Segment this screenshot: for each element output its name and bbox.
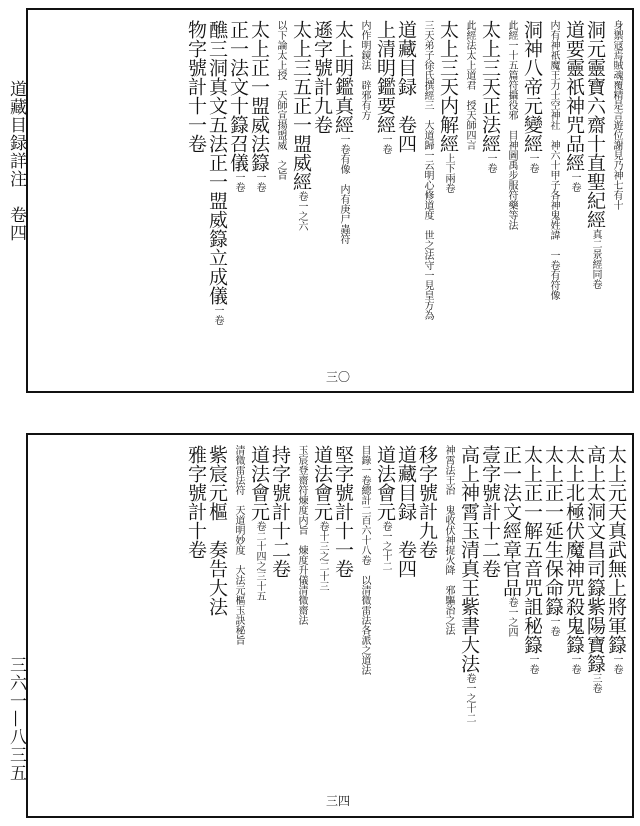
text-column <box>500 20 521 381</box>
entry-title: 道法會元 <box>248 445 270 521</box>
text-column <box>563 445 584 806</box>
entry-note: 卷一之四 <box>506 597 517 637</box>
text-column <box>227 445 248 806</box>
entry-note: 一卷 <box>212 305 223 325</box>
text-column <box>206 20 227 381</box>
entry-note: 三卷 <box>590 673 601 693</box>
entry-title: 道法會元 <box>374 445 396 521</box>
left-header: 道藏目録詳注 卷四 <box>6 80 26 242</box>
entry-note: 一卷 <box>611 654 622 674</box>
entry-title: 紫宸元樞 奏告大法 <box>206 445 228 616</box>
entry-title: 太上北極伏魔神咒殺鬼籙 <box>563 445 585 654</box>
entry-title: 道藏目録 卷四 <box>395 445 417 578</box>
text-column <box>584 20 605 381</box>
entry-title: 太上三天内解經 <box>437 20 459 153</box>
entry-title: 道法會元 <box>311 445 333 521</box>
entry-note: 内作明鏡法 辟邪有方 <box>359 20 370 120</box>
text-column <box>521 20 542 381</box>
entry-note: 内有神祇魔王力士空神社 神六十甲子各神鬼姓諱 一卷有符像 <box>548 20 559 300</box>
text-column <box>290 445 311 806</box>
entry-title: 太上三五正一盟威經 <box>290 20 312 191</box>
entry-title: 醮三洞真文五法正一盟威籙立成儀 <box>206 20 228 305</box>
text-column <box>206 445 227 806</box>
entry-title: 壹字號計十二卷 <box>479 445 501 578</box>
entry-note: 卷一之十二 <box>464 673 475 723</box>
text-column <box>353 20 374 381</box>
text-column <box>395 20 416 381</box>
text-column <box>374 20 395 381</box>
entry-note: 上下兩卷 <box>443 153 454 193</box>
entry-note: 卷十三之二十三 <box>317 521 328 591</box>
entry-note: 一卷 <box>254 172 265 192</box>
bottom-page-mark: 三四 <box>326 794 351 808</box>
entry-title: 太上正一延生保命籙 <box>542 445 564 616</box>
entry-note: 清微雷法符 天道明妙度 大法元樞玉訣秘旨 <box>233 445 244 645</box>
entry-title: 高上太洞文昌司籙紫陽寶籙 <box>584 445 606 673</box>
entry-note: 一卷 <box>527 153 538 173</box>
text-column <box>584 445 605 806</box>
text-column <box>227 20 248 381</box>
entry-title: 物字號計十一卷 <box>185 20 207 153</box>
bottom-panel <box>26 433 634 818</box>
text-column <box>395 445 416 806</box>
text-column <box>416 20 437 381</box>
text-column <box>353 445 374 806</box>
text-column <box>332 445 353 806</box>
entry-note: 此經一十五篇符攝役邪 目神圖禹步服符藥等法 <box>506 20 517 230</box>
text-column <box>500 445 521 806</box>
entry-note: 真二景經同卷 <box>590 229 601 289</box>
text-column <box>563 20 584 381</box>
text-column <box>416 445 437 806</box>
entry-title: 太上明鑑真經 <box>332 20 354 134</box>
text-column <box>458 20 479 381</box>
bottom-columns <box>185 445 626 806</box>
entry-note: 一卷 <box>527 654 538 674</box>
entry-title: 正一法文十籙召儀 <box>227 20 249 172</box>
entry-title: 遜字號計九卷 <box>311 20 333 134</box>
text-column <box>332 20 353 381</box>
entry-note: 卷一之六 <box>296 191 307 231</box>
text-column <box>248 20 269 381</box>
entry-note: 一卷 <box>485 153 496 173</box>
entry-note: 一卷 <box>548 616 559 636</box>
entry-note: 一卷有像 内有庚尸蟲符 <box>338 134 349 244</box>
text-column <box>605 445 626 806</box>
entry-note: 一卷 <box>569 654 580 674</box>
text-column <box>185 20 206 381</box>
entry-title: 道藏目録 卷四 <box>395 20 417 153</box>
entry-note: 一卷 <box>233 172 244 192</box>
text-column <box>542 20 563 381</box>
text-column <box>521 445 542 806</box>
entry-note: 卷二十四之三十五 <box>254 521 265 601</box>
text-column <box>458 445 479 806</box>
entry-title: 洞神八帝元變經 <box>521 20 543 153</box>
entry-note: 目錄一卷總計二百六十八卷 以清微雷法各派之道法 <box>359 445 370 675</box>
text-column <box>185 445 206 806</box>
entry-note: 一卷 <box>569 172 580 192</box>
entry-note: 玉宸登齋符煉度内旨 煉度升儀清微齋法 <box>296 445 307 635</box>
text-column <box>437 20 458 381</box>
entry-title: 太上正一盟威法籙 <box>248 20 270 172</box>
entry-note: 神霄法王治 鬼收伏神捉火降 邪驅治之法 <box>443 445 454 635</box>
text-column <box>479 445 500 806</box>
entry-title: 正一法文經章官品 <box>500 445 522 597</box>
entry-note: 身禦冦焉賊魂覆精是言遊位謝見乃神七有十 <box>611 20 622 210</box>
entry-note: 以下論太上授 天師宣揚盟威 之旨 <box>275 20 286 180</box>
entry-title: 雅字號計十卷 <box>185 445 207 559</box>
entry-note: 此經法太上道君 授天師四言 <box>464 20 475 160</box>
entry-title: 洞元靈寶六齋十直聖紀經 <box>584 20 606 229</box>
text-column <box>542 445 563 806</box>
text-column <box>269 20 290 381</box>
entry-note: 卷一之十二 <box>380 521 391 571</box>
top-panel <box>26 8 634 393</box>
top-columns <box>185 20 626 381</box>
text-column <box>311 20 332 381</box>
entry-title: 道要靈祇神咒品經 <box>563 20 585 172</box>
text-column <box>479 20 500 381</box>
text-column <box>248 445 269 806</box>
entry-title: 上清明鑑要經 <box>374 20 396 134</box>
entry-title: 太上三天正法經 <box>479 20 501 153</box>
entry-title: 移字號計九卷 <box>416 445 438 559</box>
entry-title: 太上元天真武無上將軍籙 <box>605 445 627 654</box>
text-column <box>269 445 290 806</box>
text-column <box>374 445 395 806</box>
top-page-mark: 三〇 <box>326 370 351 384</box>
left-footer: 三六一—八三五 <box>6 656 26 782</box>
text-column <box>605 20 626 381</box>
text-column <box>290 20 311 381</box>
entry-title: 堅字號計十一卷 <box>332 445 354 578</box>
entry-note: 一卷 <box>380 134 391 154</box>
entry-title: 持字號計十二卷 <box>269 445 291 578</box>
text-column <box>311 445 332 806</box>
entry-note: 三天弟子徐氏撰經三 大道歸一云明心修道度 世之法守一見皇方為 <box>422 20 433 320</box>
entry-title: 高上神霄玉清真王紫書大法 <box>458 445 480 673</box>
text-column <box>437 445 458 806</box>
entry-title: 太上正一解五音咒詛秘籙 <box>521 445 543 654</box>
